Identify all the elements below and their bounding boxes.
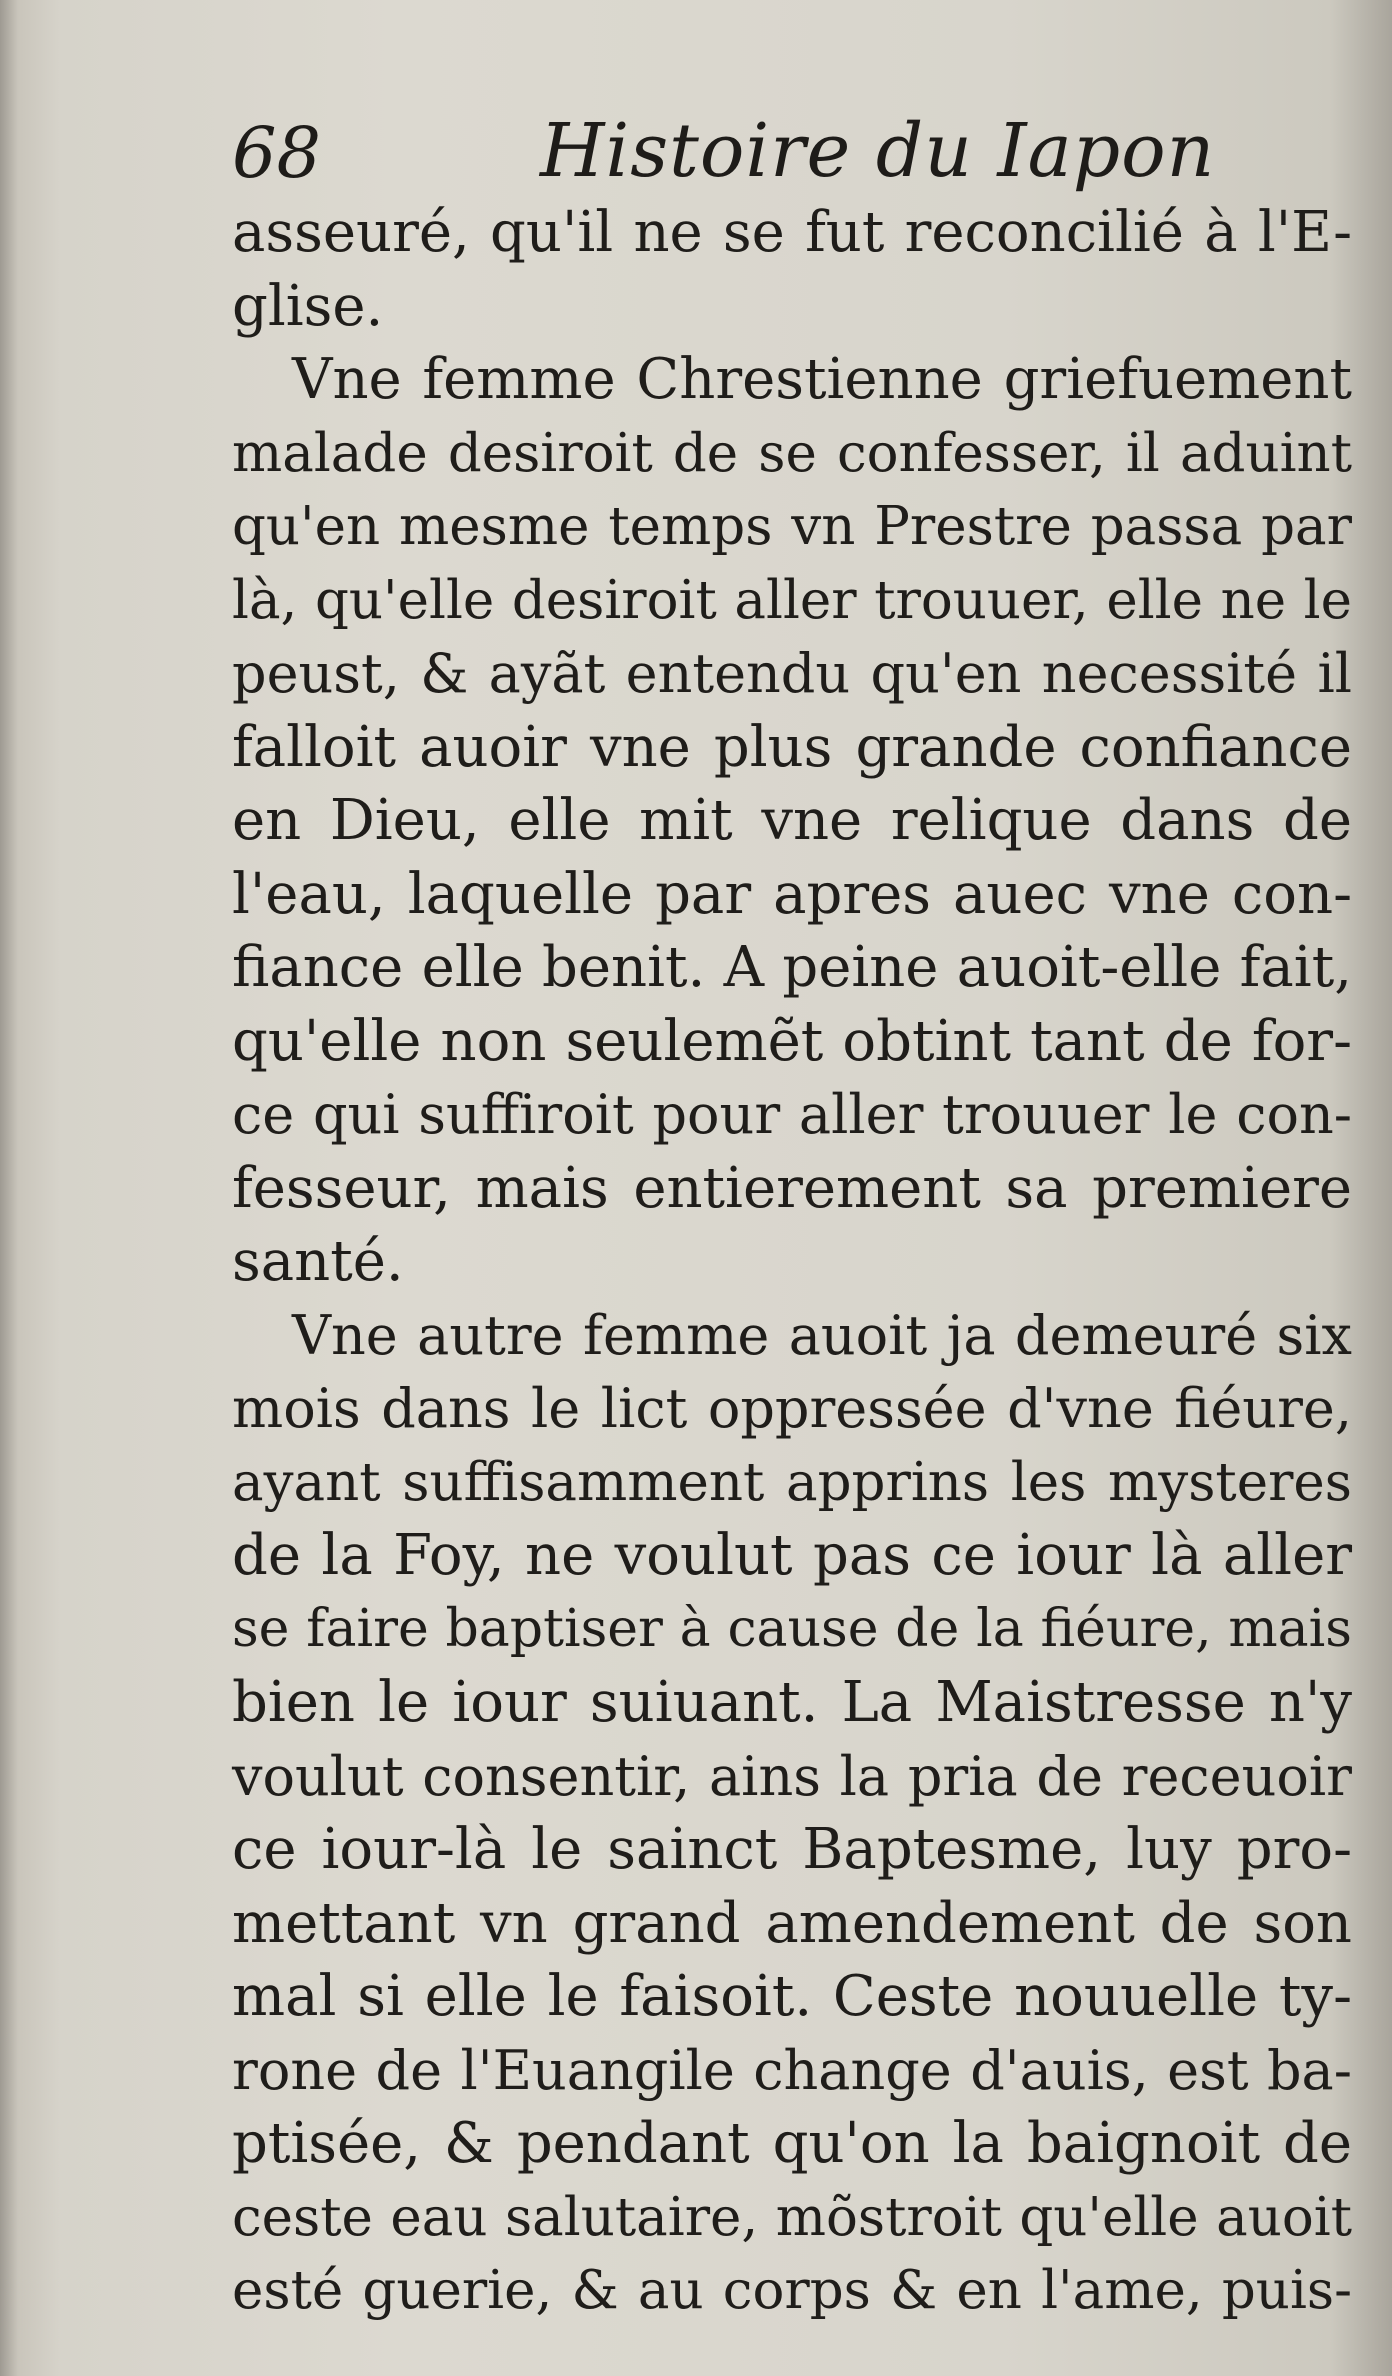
text-line: esté guerie, & au corps & en l'ame, puis-: [232, 2260, 1352, 2321]
body-text: [232, 196, 1352, 2328]
text-line: ptisée, & pendant qu'on la baignoit de: [232, 2111, 1352, 2176]
text-line: en Dieu, elle mit vne relique dans de: [232, 788, 1352, 853]
text-line: mois dans le lict oppressée d'vne fiéure,: [232, 1377, 1352, 1440]
text-line: mettant vn grand amendement de son: [232, 1890, 1352, 1956]
text-line: ayant suffisamment apprins les mysteres: [232, 1451, 1352, 1513]
text-line: ce iour-là le sainct Baptesme, luy pro-: [232, 1817, 1352, 1882]
text-line: fesseur, mais entierement sa premiere: [232, 1155, 1352, 1221]
text-line: rone de l'Euangile change d'auis, est ba-: [232, 2038, 1352, 2102]
text-line: glise.: [232, 273, 384, 339]
text-line: peust, & ayãt entendu qu'en necessité il: [232, 642, 1352, 705]
text-line: Vne autre femme auoit ja demeuré six: [292, 1303, 1352, 1367]
text-line: de la Foy, ne voulut pas ce iour là aller: [232, 1523, 1352, 1588]
text-line: qu'elle non seulemẽt obtint tant de for-: [232, 1008, 1352, 1074]
page-number: 68: [232, 112, 322, 194]
text-line: mal si elle le faisoit. Ceste nouuelle ty-: [232, 1964, 1352, 2029]
text-line: qu'en mesme temps vn Prestre passa par: [232, 496, 1352, 557]
text-line: asseuré, qu'il ne se fut reconcilié à l'E-: [232, 200, 1352, 265]
text-line: bien le iour suiuant. La Maistresse n'y: [232, 1670, 1352, 1735]
page-header: [232, 100, 1352, 210]
text-line: voulut consentir, ains la pria de receuoir: [232, 1744, 1352, 1808]
text-line: se faire baptiser à cause de la fiéure, mais: [232, 1598, 1352, 1659]
text-line: falloit auoir vne plus grande confiance: [232, 714, 1352, 780]
text-line: ceste eau salutaire, mõstroit qu'elle auoit: [232, 2186, 1352, 2248]
text-line: malade desiroit de se confesser, il aduint: [232, 422, 1352, 484]
text-line: ce qui suffiroit pour aller trouuer le con-: [232, 1083, 1352, 1146]
text-line: santé.: [232, 1229, 404, 1294]
text-line: l'eau, laquelle par apres auec vne con-: [232, 861, 1352, 927]
text-line: là, qu'elle desiroit aller trouuer, elle ne le: [232, 569, 1352, 631]
running-title: Histoire du Iapon: [540, 108, 1216, 194]
text-line: Vne femme Chrestienne griefuement: [292, 347, 1352, 412]
text-line: fiance elle benit. A peine auoit-elle fait,: [232, 935, 1352, 1000]
